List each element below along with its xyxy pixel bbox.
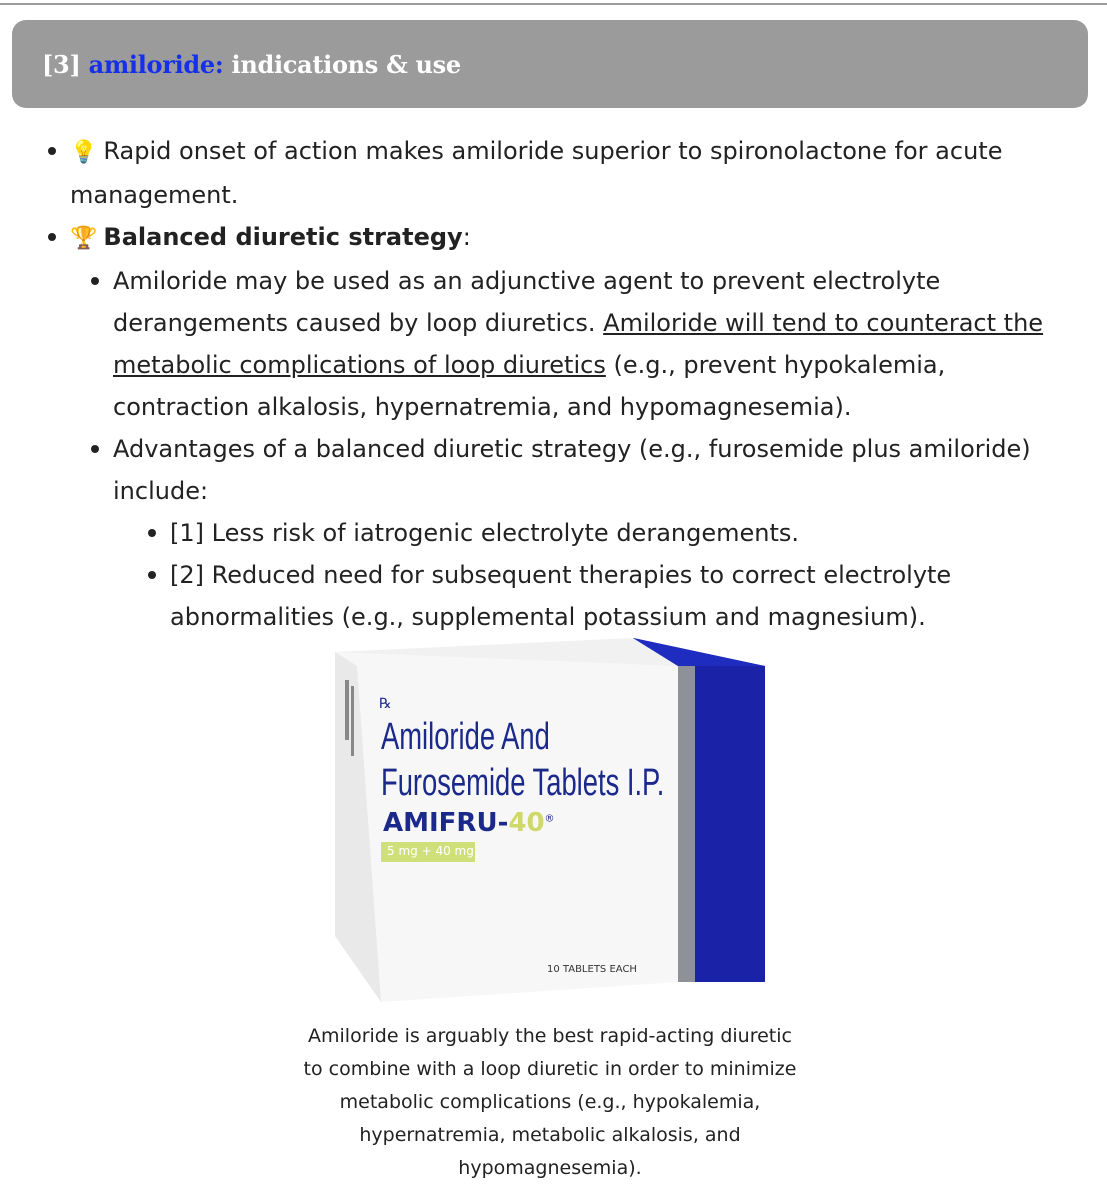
list-item — [55, 428, 1067, 638]
list-item-text: (e.g., prevent hypokalemia, contraction alkalosis, hypernatremia, and hypomagnesemia). — [113, 351, 946, 421]
section-header — [12, 20, 1088, 108]
box-gray-stripe — [678, 666, 695, 982]
list-item-text: Amiloride may be used as an adjunctive agent to prevent electrolyte derangements caused by loop diuretics. — [113, 267, 941, 337]
sub-sub-bullet-list — [112, 512, 1067, 638]
lightbulb-icon: 💡 — [70, 140, 98, 165]
term-colon: : — [462, 223, 471, 251]
underlined-text: Amiloride will tend to counteract the metabolic complications of loop diuretics — [113, 309, 1044, 379]
list-item-text: Advantages of a balanced diuretic strategy (e.g., furosemide plus amiloride) include: — [113, 435, 1031, 505]
figure-caption: Amiloride is arguably the best rapid-acting diuretic to combine with a loop diuretic in order to minimize metabolic complications (e.g., hypokalemia, hypernatremia, metabolic alkalosis, and hypomagnesemia). — [303, 1025, 797, 1179]
top-divider — [0, 3, 1107, 5]
list-item — [55, 260, 1067, 428]
bullet-list — [0, 130, 1107, 638]
brand-number: 40 — [508, 808, 545, 838]
sub-bullet-list — [56, 260, 1067, 638]
tablet-count: 10 TABLETS EACH — [547, 964, 637, 975]
list-item: [1] Less risk of iatrogenic electrolyte derangements. — [112, 512, 1067, 554]
section-subtitle: indications & use — [223, 49, 461, 79]
section-title — [42, 50, 461, 79]
brand-name — [383, 808, 555, 838]
list-item — [0, 216, 1107, 638]
product-name-line2: Furosemide Tablets I.P. — [381, 762, 665, 804]
main-content — [0, 130, 1107, 638]
bold-term: Balanced diuretic strategy — [103, 223, 463, 251]
list-item — [0, 130, 1107, 216]
rx-symbol: ℞ — [379, 696, 392, 712]
list-item-text: Rapid onset of action makes amiloride superior to spironolactone for acute management. — [70, 137, 1003, 209]
list-item: [2] Reduced need for subsequent therapies to correct electrolyte abnormalities (e.g., supplemental potassium and magnesium). — [112, 554, 1067, 638]
trophy-icon: 🏆 — [70, 226, 98, 251]
brand-text: AMIFRU- — [383, 808, 509, 838]
dose-text: 5 mg + 40 mg — [387, 844, 474, 858]
section-number: [3] — [42, 49, 89, 79]
registered-mark: ® — [544, 813, 555, 825]
product-name — [381, 714, 664, 806]
product-box-image — [333, 636, 768, 1004]
product-name-line1: Amiloride And — [381, 716, 550, 758]
amiloride-link[interactable]: amiloride: — [88, 49, 224, 79]
